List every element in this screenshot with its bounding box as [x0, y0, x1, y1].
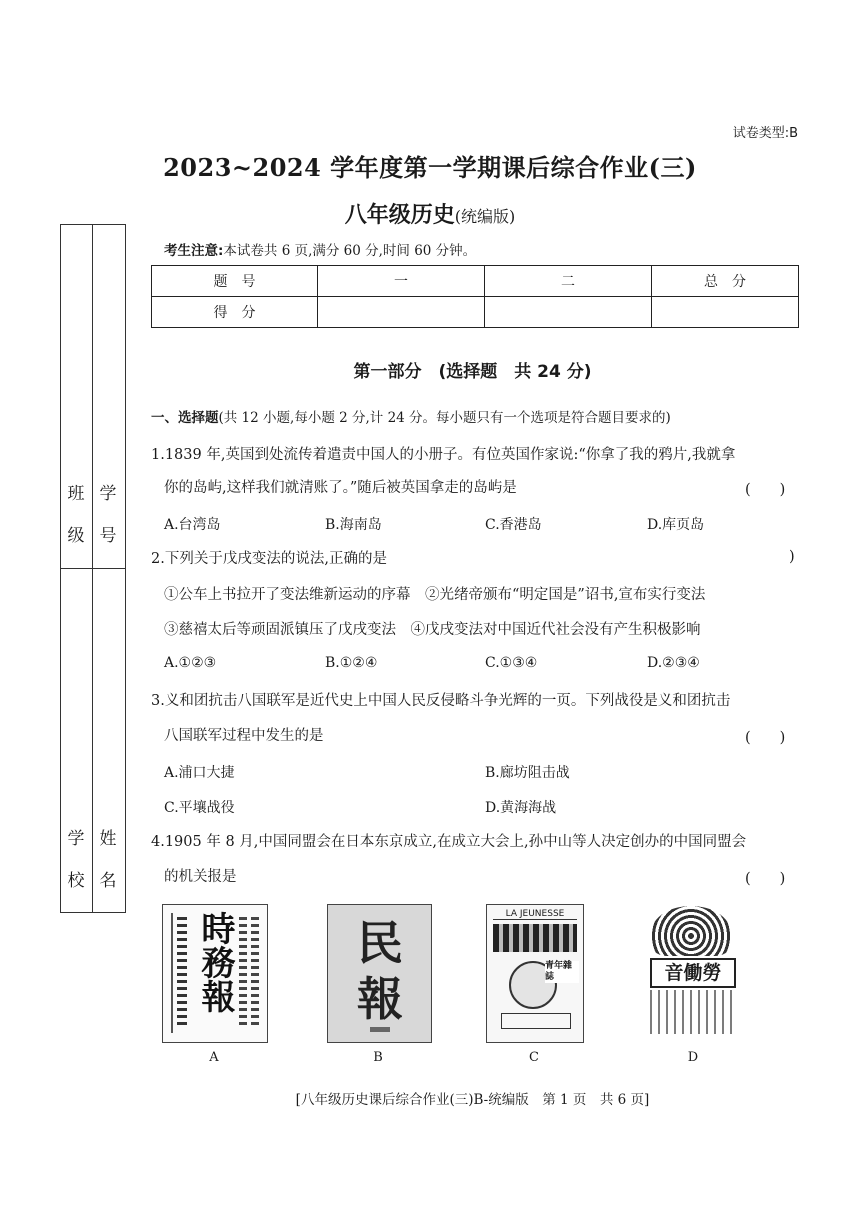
paper-type: 试卷类型:B — [732, 126, 798, 141]
student-number-label: 学 号 — [99, 484, 117, 546]
question-2-statement: ③慈禧太后等顽固派镇压了戊戌变法 ④戊戌变法对中国近代社会没有产生积极影响 — [164, 622, 701, 638]
newspaper-b-title: 民報 — [357, 916, 403, 1026]
name-label: 姓 名 — [99, 829, 117, 891]
subject-name: 八年级历史 — [344, 202, 455, 228]
notice-text: 本试卷共 6 页,满分 60 分,时间 60 分钟。 — [223, 243, 477, 259]
school-label: 学 校 — [67, 829, 85, 891]
newspaper-c-image[interactable] — [486, 904, 584, 1043]
exam-notice — [164, 239, 476, 259]
question-2-text: 2.下列关于戊戌变法的说法,正确的是 — [151, 551, 387, 567]
portrait-band — [493, 924, 577, 952]
answer-bracket[interactable]: ( ) — [745, 871, 786, 887]
option[interactable]: D.黄海海战 — [485, 800, 557, 816]
answer-bracket[interactable]: ( ) — [745, 730, 786, 746]
question-3-text: 八国联军过程中发生的是 — [164, 728, 324, 744]
newspaper-c-title: LA JEUNESSE — [493, 909, 577, 920]
option[interactable]: A.①②③ — [164, 655, 217, 671]
question-4-text: 的机关报是 — [164, 869, 237, 885]
score-input-cell[interactable] — [485, 297, 652, 328]
instruction-text: (共 12 小题,每小题 2 分,计 24 分。每小题只有一个选项是符合题目要求的) — [218, 410, 671, 426]
option[interactable]: B.廊坊阻击战 — [485, 765, 570, 781]
option[interactable]: B.①②④ — [325, 655, 378, 671]
score-table-score-row — [152, 297, 799, 328]
score-table — [151, 265, 799, 328]
bottom-box — [501, 1013, 571, 1029]
figure-label-a: A — [209, 1050, 219, 1065]
option[interactable]: C.①③④ — [485, 655, 538, 671]
score-cell: 总 分 — [652, 266, 799, 297]
decorative-text — [650, 990, 732, 1034]
binding-strip — [60, 224, 126, 913]
figure-label-b: B — [373, 1050, 383, 1065]
border-line — [171, 913, 173, 1033]
question-1-text: 你的岛屿,这样我们就清账了。”随后被英国拿走的岛屿是 — [164, 480, 517, 496]
newspaper-d-title: 音働勞 — [650, 958, 736, 988]
page-footer: [八年级历史课后综合作业(三)B-统编版 第 1 页 共 6 页] — [295, 1092, 650, 1108]
option[interactable]: A.浦口大捷 — [164, 765, 235, 781]
answer-bracket[interactable]: ) — [789, 549, 795, 565]
option[interactable]: D.②③④ — [647, 655, 700, 671]
newspaper-d-image[interactable] — [640, 904, 742, 1041]
text-column — [177, 917, 187, 1027]
newspaper-c-subtitle: 青年雜誌 — [545, 961, 579, 983]
score-cell: 二 — [485, 266, 652, 297]
score-table-header-row — [152, 266, 799, 297]
question-3-text: 3.义和团抗击八国联军是近代史上中国人民反侵略斗争光辉的一页。下列战役是义和团抗击 — [151, 693, 731, 709]
option[interactable]: B.海南岛 — [325, 517, 382, 533]
instruction — [151, 406, 671, 426]
strip-divider — [61, 568, 125, 569]
option[interactable]: D.库页岛 — [647, 517, 705, 533]
score-input-cell[interactable] — [652, 297, 799, 328]
figure-label-d: D — [687, 1050, 699, 1065]
question-2-statement: ①公车上书拉开了变法维新运动的序幕 ②光绪帝颁布“明定国是”诏书,宣布实行变法 — [164, 587, 706, 603]
section-title: 第一部分 (选择题 共 24 分) — [353, 362, 592, 382]
subject-title — [0, 198, 860, 229]
newspaper-b-image[interactable] — [327, 904, 432, 1043]
newspaper-a-title: 時務報 — [195, 911, 235, 1013]
option[interactable]: C.平壤战役 — [164, 800, 235, 816]
instruction-label: 一、选择题 — [151, 410, 219, 426]
notice-label: 考生注意: — [164, 243, 224, 259]
issue-mark — [370, 1027, 390, 1032]
question-1-text: 1.1839 年,英国到处流传着遣责中国人的小册子。有位英国作家说:“你拿了我的鸦片,我就拿 — [151, 447, 736, 463]
score-cell: 题 号 — [152, 266, 318, 297]
class-label: 班 级 — [67, 484, 85, 546]
question-4-text: 4.1905 年 8 月,中国同盟会在日本东京成立,在成立大会上,孙中山等人决定创办的中国同盟会 — [151, 834, 747, 850]
newspaper-a-image[interactable] — [162, 904, 268, 1043]
text-column — [251, 917, 259, 1027]
answer-bracket[interactable]: ( ) — [745, 482, 786, 498]
score-input-cell[interactable] — [318, 297, 485, 328]
score-cell: 得 分 — [152, 297, 318, 328]
edition-label: (统编版) — [454, 207, 516, 226]
text-column — [239, 917, 247, 1027]
score-cell: 一 — [318, 266, 485, 297]
figure-label-c: C — [529, 1050, 539, 1065]
option[interactable]: A.台湾岛 — [164, 517, 221, 533]
exam-title: 2023~2024 学年度第一学期课后综合作业(三) — [163, 153, 697, 182]
decorative-cloud — [652, 906, 730, 956]
option[interactable]: C.香港岛 — [485, 517, 542, 533]
